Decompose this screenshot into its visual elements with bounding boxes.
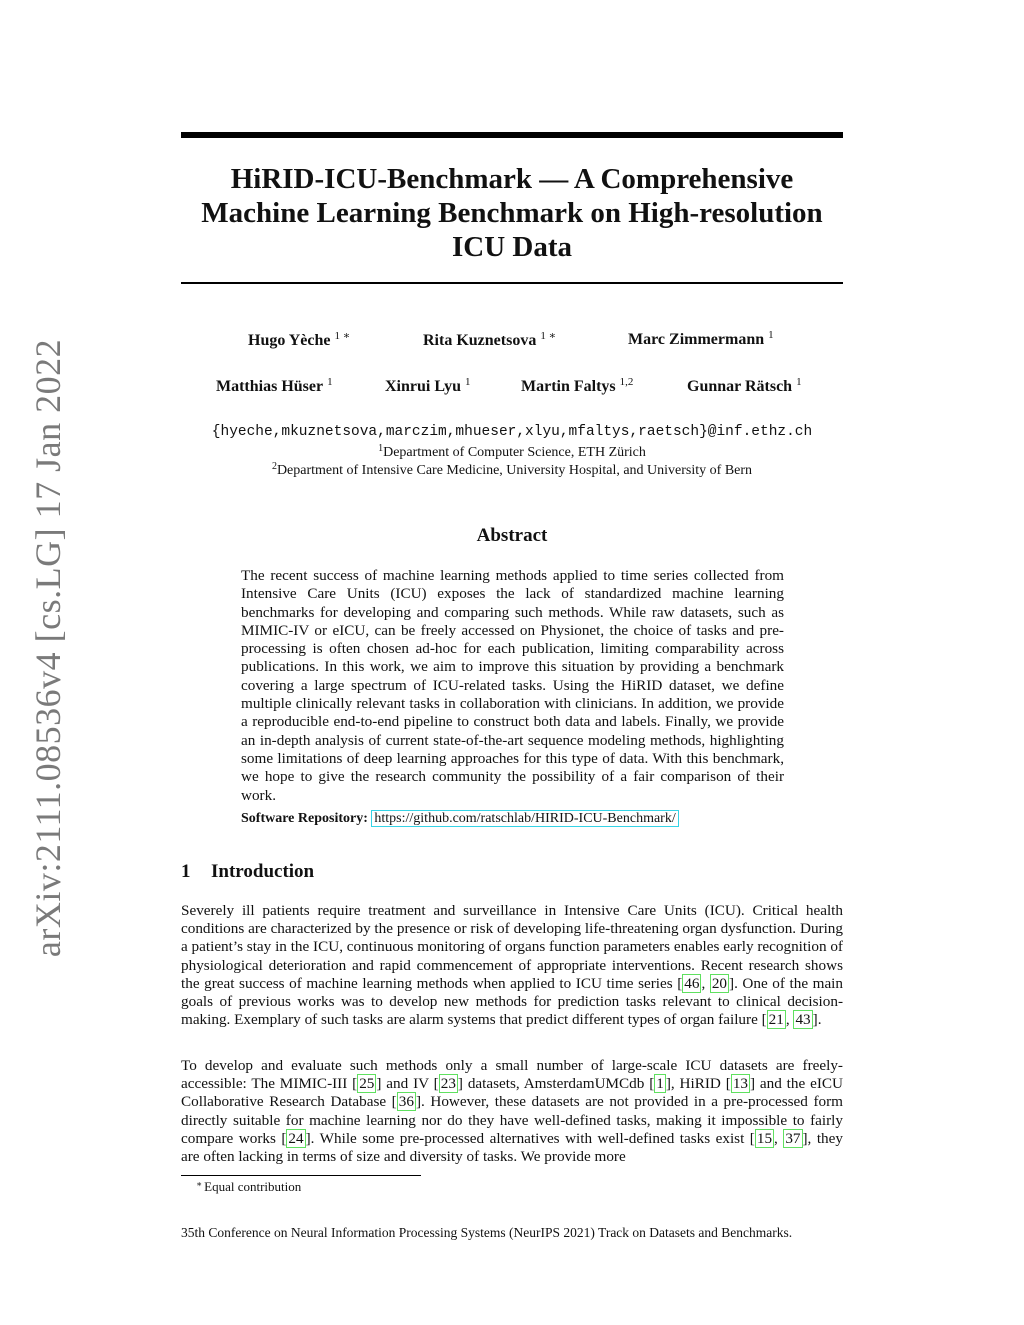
author-marc-zimmermann (628, 329, 774, 349)
paper-title (181, 162, 843, 264)
repository-label: Software Repository: (241, 811, 368, 826)
software-repository (241, 811, 784, 827)
paragraph-text: ]. However, these datasets are not provided in a pre-processed form directly suitable for machine learning nor do they have well-defined tasks, making it impossible to fairly compare works [ (181, 1093, 843, 1147)
citation-link[interactable]: 20 (711, 974, 728, 992)
title-line: ICU Data (451, 231, 573, 263)
paragraph-text: ] and IV [ (376, 1075, 439, 1093)
author-name: Martin Faltys (521, 378, 616, 395)
paragraph-text: ]. While some pre-processed alternatives with well-defined tasks exist [ (305, 1129, 755, 1147)
author-name: Gunnar Rätsch (687, 378, 793, 395)
citation-link[interactable]: 36 (398, 1093, 414, 1111)
author-emails: {hyeche,mkuznetsova,marczim,mhueser,xlyu,mfaltys,raetsch}@inf.ethz.ch (211, 424, 813, 440)
paragraph-text: ] and the eICU Collaborative Research Database [ (181, 1075, 843, 1111)
citation-link[interactable]: 43 (795, 1011, 811, 1029)
author-name: Xinrui Lyu (385, 378, 462, 395)
paragraph-text: ]. One of the main goals of previous works was to develop new methods for prediction tasks relevant to clinical decision-making. Exemplary of such tasks are alarm systems that predict different types of organ failure [ (181, 974, 843, 1029)
author-martin-faltys (521, 376, 633, 396)
title-rule-top (181, 132, 843, 138)
author-gunnar-raetsch (687, 376, 802, 396)
affiliation-eth (181, 443, 843, 461)
author-affiliation-mark: 1,2 (619, 376, 634, 388)
affiliation-mark: 2 (271, 461, 277, 472)
title-line: HiRID-ICU-Benchmark — A Comprehensive (230, 163, 794, 195)
title-rule-bottom (181, 282, 843, 284)
author-affiliation-mark: 1 (768, 329, 774, 341)
author-rita-kuznetsova (423, 329, 556, 350)
intro-paragraph-2 (181, 1057, 843, 1166)
section-heading-introduction (181, 861, 314, 883)
author-name: Matthias Hüser (216, 378, 324, 395)
citation-link[interactable]: 23 (440, 1075, 456, 1093)
abstract-body: The recent success of machine learning methods applied to time series collected from Intensive Care Units (ICU) exposes the lack of standardized machine learning benchmarks for developing and comparing such methods. While raw datasets, such as MIMIC-IV or eICU, can be freely accessed on Physionet, the choice of tasks and pre-processing is often chosen ad-hoc for each publication, limiting comparability across publications. In this work, we aim to improve this situation by providing a benchmark covering a large spectrum of ICU-related tasks. Using the HiRID dataset, we define multiple clinically relevant tasks in collaboration with clinicians. In addition, we provide a reproducible end-to-end pipeline to construct both data and labels. Finally, we provide an in-depth analysis of current state-of-the-art sequence modeling methods, highlighting some limitations of deep learning approaches for this type of data. With this benchmark, we hope to give the research community the possibility of a fair comparison of their work. (241, 567, 784, 804)
paragraph-text: , (774, 1129, 784, 1147)
citation-link[interactable]: 1 (656, 1075, 664, 1093)
citation-link[interactable]: 46 (684, 974, 700, 992)
citation-link[interactable]: 25 (359, 1075, 375, 1093)
title-line: Machine Learning Benchmark on High-resolution (201, 197, 823, 229)
citation-link[interactable]: 21 (768, 1011, 784, 1029)
citation-link[interactable]: 15 (756, 1129, 773, 1147)
paragraph-text: , (785, 1011, 794, 1029)
abstract-heading: Abstract (476, 525, 548, 546)
paragraph-text: , (701, 974, 710, 992)
paragraph-text: ], they are often lacking in terms of size and diversity of tasks. We provide more (181, 1129, 843, 1166)
intro-paragraph-1 (181, 902, 843, 1029)
author-name: Hugo Yèche (248, 332, 331, 349)
citation-link[interactable]: 13 (732, 1075, 748, 1093)
section-title: Introduction (211, 861, 315, 882)
affiliation-mark: 1 (378, 443, 384, 454)
footnote-mark: ∗ (196, 1179, 203, 1189)
author-name: Marc Zimmermann (628, 331, 765, 348)
author-matthias-hueser (216, 376, 333, 396)
footnote-rule (181, 1175, 421, 1176)
paragraph-text: ], HiRID [ (665, 1075, 731, 1093)
footnote-text: Equal contribution (204, 1179, 302, 1194)
arxiv-identifier-stamp: arXiv:2111.08536v4 [cs.LG] 17 Jan 2022 (28, 338, 68, 958)
section-number: 1 (181, 861, 191, 882)
author-affiliation-mark: 1 (796, 376, 802, 388)
affiliation-bern (181, 461, 843, 479)
citation-link[interactable]: 24 (288, 1129, 304, 1147)
paragraph-text: ] datasets, AmsterdamUMCdb [ (457, 1075, 655, 1093)
paragraph-text: To develop and evaluate such methods only a small number of large-scale ICU datasets are freely-accessible: The MIMIC-III [ (181, 1057, 843, 1093)
paragraph-text: ]. (812, 1011, 822, 1029)
affiliation-text: Department of Computer Science, ETH Zürich (383, 445, 646, 460)
paragraph-text: Severely ill patients require treatment and surveillance in Intensive Care Units (ICU). Critical health conditions are characterized by the presence or risk of developing life-threatening organ dysfunction. During a patient’s stay in the ICU, continuous monitoring of organs function parameters enables early recognition of physiological deterioration and rapid commencement of appropriate interventions. Recent research shows the great success of machine learning methods when applied to ICU time series [ (181, 902, 843, 992)
venue-footer: 35th Conference on Neural Information Processing Systems (NeurIPS 2021) Track on Datasets and Benchmarks. (181, 1225, 793, 1240)
author-affiliation-mark: 1 ∗ (334, 330, 351, 342)
author-name: Rita Kuznetsova (423, 332, 537, 349)
affiliation-text: Department of Intensive Care Medicine, University Hospital, and University of Bern (276, 463, 753, 478)
author-affiliation-mark: 1 ∗ (540, 330, 557, 342)
repository-link[interactable]: https://github.com/ratschlab/HIRID-ICU-Benchmark/ (371, 810, 678, 827)
author-affiliation-mark: 1 (465, 376, 471, 388)
author-xinrui-lyu (385, 376, 471, 396)
author-affiliation-mark: 1 (327, 376, 333, 388)
citation-link[interactable]: 37 (785, 1129, 801, 1147)
footnote-equal-contribution (196, 1179, 301, 1195)
author-hugo-yeche (248, 329, 350, 350)
